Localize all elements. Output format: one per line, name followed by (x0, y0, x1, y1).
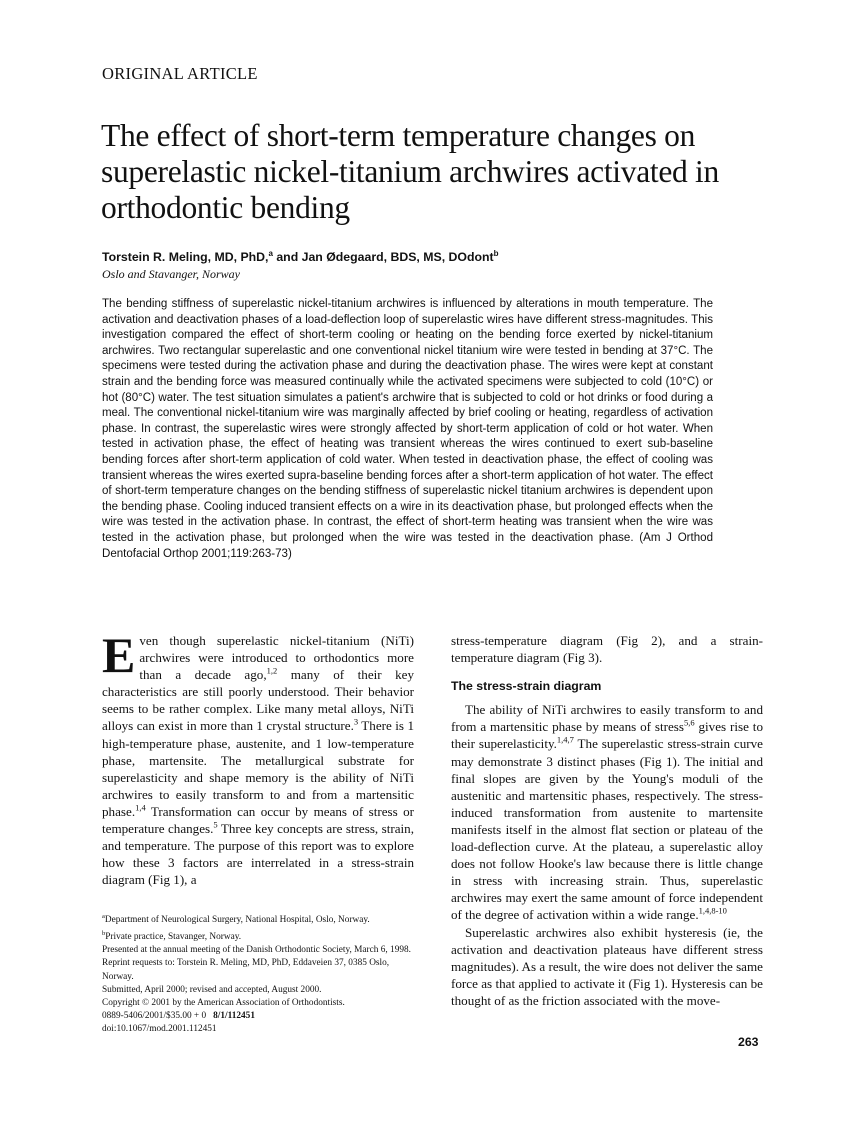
text: many of their key characteristics are still poorly understood. Their behavior seems to be rather complex. Like many metal alloys, NiTi alloys can exist in more than 1 crystal structure. (102, 667, 414, 734)
author-2-affil-mark: b (493, 249, 499, 258)
citation: 1,4 (135, 802, 146, 813)
section-heading: The stress-strain diagram (451, 679, 602, 694)
footnote-issn (102, 1010, 418, 1023)
text: gives rise to their superelasticity. (451, 719, 763, 752)
section-label: ORIGINAL ARTICLE (102, 64, 258, 83)
intro-paragraph (102, 627, 414, 888)
citation: 5,6 (683, 718, 695, 729)
intro-paragraph-continued: stress-temperature diagram (Fig 2), and a strain-temperature diagram (Fig 3). (451, 633, 763, 666)
footnote-doi: doi:10.1067/mod.2001.112451 (102, 1023, 217, 1034)
footnote-a (102, 910, 418, 927)
text: Three key concepts are stress, strain, and temperature. The purpose of this report was to explore how these 3 factors are interrelated in a stress-strain diagram (Fig 1), a (102, 821, 414, 888)
text: ven though superelastic nickel-titanium (NiTi) archwires were introduced to orthodontics more than a decade ago, (139, 633, 414, 683)
drop-cap: E (102, 627, 136, 683)
footnote-b (102, 927, 418, 944)
paragraph (451, 701, 763, 923)
footnote-text: Department of Neurological Surgery, National Hospital, Oslo, Norway. (104, 915, 370, 926)
citation: 1,4,7 (556, 735, 574, 746)
footnote-text: Private practice, Stavanger, Norway. (105, 932, 242, 943)
paragraph: Superelastic archwires also exhibit hysteresis (ie, the activation and deactivation plateaus have different stress magnitudes). As a result, the wire does not deliver the same force as that applied to activate it (Fig 1). Hysteresis can be thought of as the friction associated with the move- (451, 924, 763, 1008)
footnote-presented: Presented at the annual meeting of the Danish Orthodontic Society, March 6, 1998. (102, 945, 411, 956)
footnote-reprint: Reprint requests to: Torstein R. Meling, MD, PhD, Eddaveien 37, 0385 Oslo, Norway. (102, 958, 390, 982)
citation: 1,2 (266, 665, 278, 676)
citation: 3 (353, 717, 359, 728)
footnote-mark: b (102, 930, 106, 938)
article-title: The effect of short-term temperature changes on superelastic nickel-titanium archwires activated in orthodontic bending (101, 118, 719, 225)
text: Transformation can occur by means of stress or temperature changes. (102, 803, 414, 837)
footnote-mark: a (102, 913, 105, 920)
article-code: 8/1/112451 (213, 1010, 255, 1021)
text: The ability of NiTi archwires to easily transform to and from a martensitic phase by means of stress (451, 702, 763, 735)
citation: 1,4,8-10 (698, 906, 727, 917)
text: The superelastic stress-strain curve may demonstrate 3 distinct phases (Fig 1). The initial and final slopes are given by the Young's moduli of the austenitic and martensitic phases, respectively. The stress-induced transformation from austenite to martensite manifests itself in the almost flat section or plateau of the load-deflection curve. At the plateau, a superelastic alloy does not follow Hooke's law because there is little change in stress with increasing strain. Thus, superelastic archwires may exert the same amount of force independent of the degree of activation within a wide range. (451, 736, 763, 923)
column-right (451, 632, 763, 1009)
footnote-submitted: Submitted, April 2000; revised and accepted, August 2000. (102, 984, 322, 995)
citation: 5 (213, 819, 218, 830)
author-1-affil-mark: a (268, 249, 273, 258)
author-line (102, 249, 499, 264)
text: There is 1 high-temperature phase, austenite, and 1 low-temperature phase, martensite. The metallurgical substrate for superelasticity and shape memory is the ability of NiTi archwires to easily transform to and from a martensitic phase. (102, 718, 414, 819)
footnote-copyright: Copyright © 2001 by the American Association of Orthodontists. (102, 997, 345, 1008)
issn: 0889-5406/2001/$35.00 + 0 (102, 1010, 207, 1021)
affiliation: Oslo and Stavanger, Norway (102, 267, 240, 281)
column-left (102, 627, 414, 888)
abstract: The bending stiffness of superelastic nickel-titanium archwires is influenced by alterations in mouth temperature. The activation and deactivation phases of a load-deflection loop of superelastic wires have different stress-magnitudes. This investigation compared the effect of short-term cooling or heating on the bending force exerted by nickel-titanium archwires. Two rectangular superelastic and one conventional nickel titanium wire were tested in bending at 37°C. The specimens were tested during the activation phase and during the deactivation phase. The wires were kept at constant strain and the bending force was measured continually while the activated specimens were subjected to cold (10°C) or hot (80°C) water. The test situation simulates a patient's archwire that is subjected to cold or hot drinks or food during a meal. The conventional nickel-titanium wire was marginally affected by brief cooling or heating, regardless of activation phase. In contrast, the superelastic wires were strongly affected by short-term application of cold or hot water. When tested in activation phase, the effect of heating was transient whereas the wires continued to exert sub-baseline bending forces after short-term application of cold water. When tested in deactivation phase, the effect of cooling was transient whereas the wires exerted supra-baseline bending forces after a short-term application of hot water. The effect of short-term temperature changes on the bending stiffness of superelastic nickel titanium archwires is dependent upon the bending phase. Cooling induced transient effects on a wire in its deactivation phase, but prolonged effects when the wire was tested in the activation phase. In contrast, the effect of short-term heating was transient when the wire was tested in the activation phase, but prolonged when the wire was tested in the deactivation phase. (Am J Orthod Dentofacial Orthop 2001;119:263-73) (102, 298, 713, 560)
author-2: and Jan Ødegaard, BDS, MS, DOdont (272, 250, 494, 265)
footnotes (102, 910, 418, 1036)
author-1: Torstein R. Meling, MD, PhD, (102, 250, 269, 265)
page-number: 263 (738, 1035, 759, 1049)
